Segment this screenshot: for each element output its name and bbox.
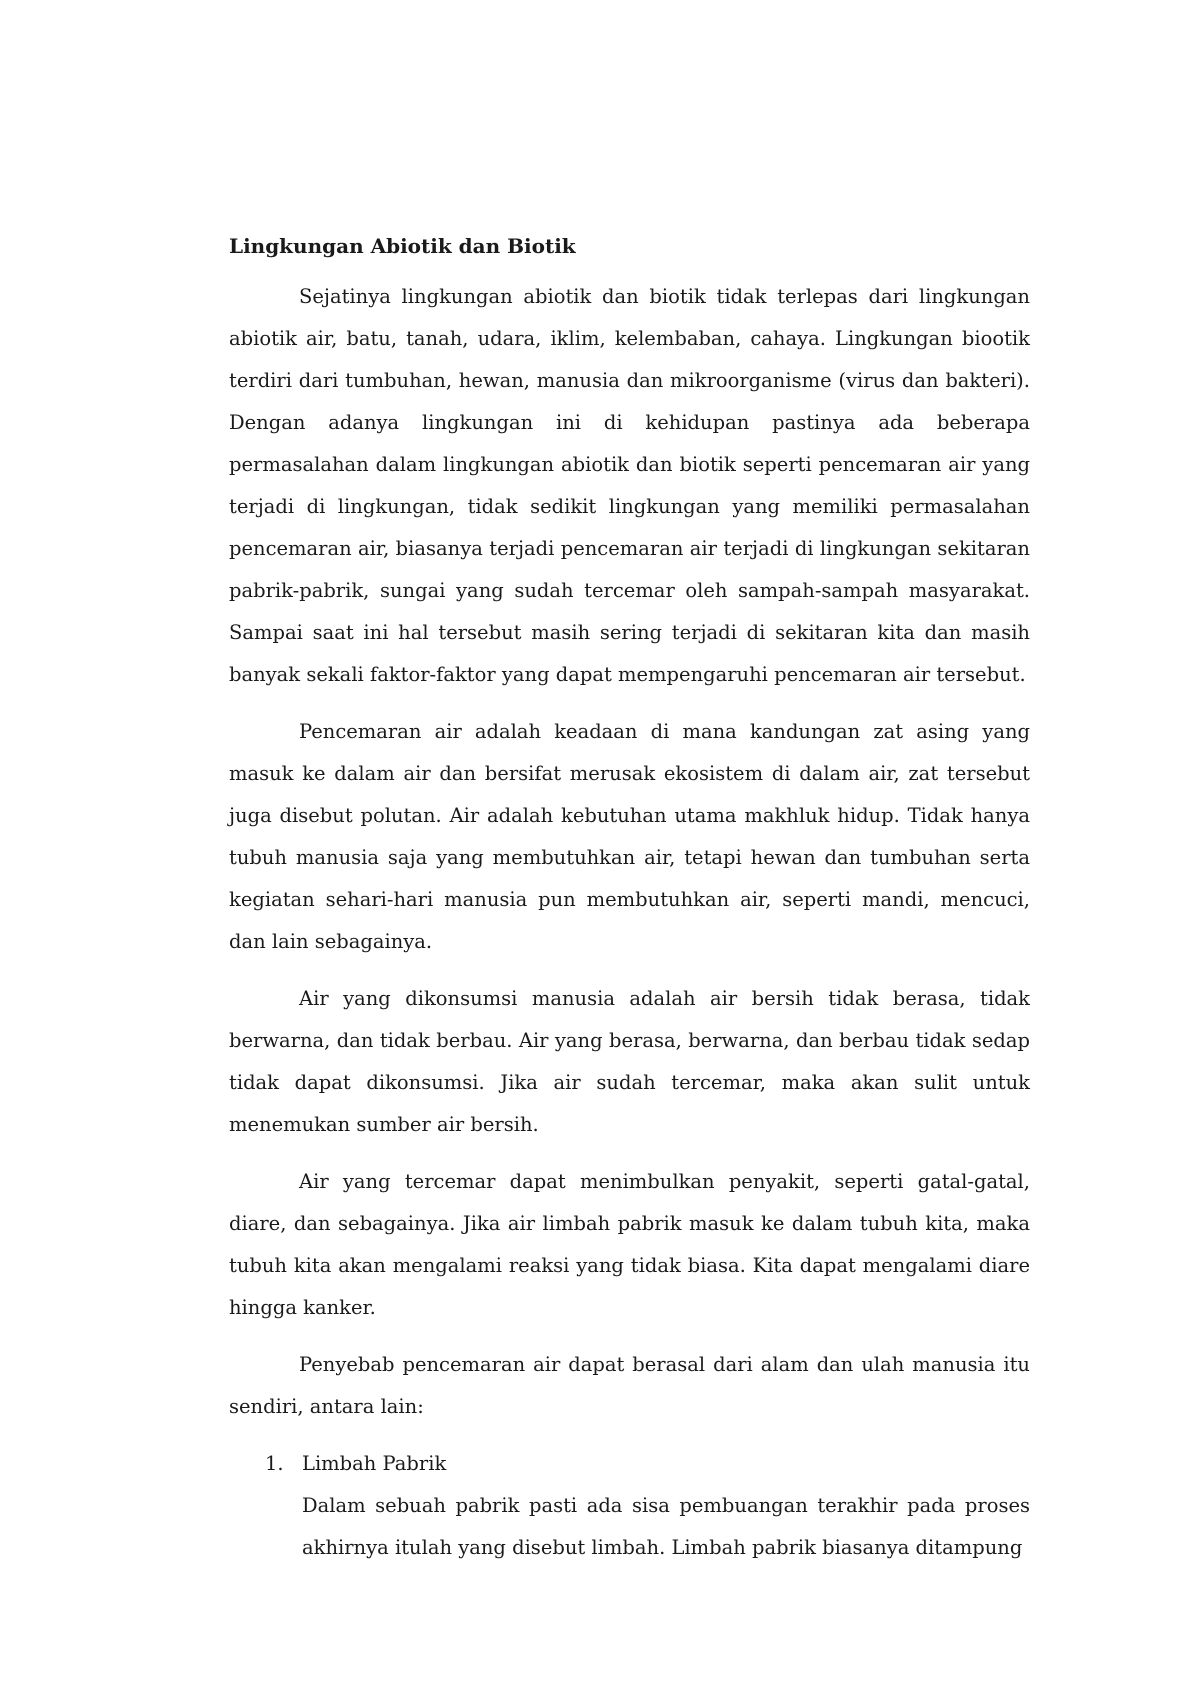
list-item-heading: Limbah Pabrik (302, 1452, 447, 1475)
paragraph-4: Air yang tercemar dapat menimbulkan penyakit, seperti gatal-gatal, diare, dan sebagainya. Jika air limbah pabrik masuk ke dalam tubuh kita, maka tubuh kita akan mengalami reaksi yang tidak biasa. Kita dapat mengalami diare hingga kanker. (229, 1170, 1030, 1319)
numbered-list (229, 1443, 1030, 1569)
list-item (229, 1443, 1030, 1569)
list-item-body: Dalam sebuah pabrik pasti ada sisa pembuangan terakhir pada proses akhirnya itulah yang disebut limbah. Limbah pabrik biasanya ditampung (302, 1494, 1030, 1559)
paragraph-5: Penyebab pencemaran air dapat berasal dari alam dan ulah manusia itu sendiri, antara lain: (229, 1353, 1030, 1418)
document-content (229, 226, 1030, 1569)
document-title: Lingkungan Abiotik dan Biotik (229, 234, 576, 258)
paragraph-3: Air yang dikonsumsi manusia adalah air bersih tidak berasa, tidak berwarna, dan tidak berbau. Air yang berasa, berwarna, dan berbau tidak sedap tidak dapat dikonsumsi. Jika air sudah tercemar, maka akan sulit untuk menemukan sumber air bersih. (229, 987, 1030, 1136)
paragraph-2: Pencemaran air adalah keadaan di mana kandungan zat asing yang masuk ke dalam air dan bersifat merusak ekosistem di dalam air, zat tersebut juga disebut polutan. Air adalah kebutuhan utama makhluk hidup. Tidak hanya tubuh manusia saja yang membutuhkan air, tetapi hewan dan tumbuhan serta kegiatan sehari-hari manusia pun membutuhkan air, seperti mandi, mencuci, dan lain sebagainya. (229, 720, 1030, 953)
list-item-number: 1. (265, 1452, 284, 1475)
paragraph-1: Sejatinya lingkungan abiotik dan biotik tidak terlepas dari lingkungan abiotik air, batu, tanah, udara, iklim, kelembaban, cahaya. Lingkungan biootik terdiri dari tumbuhan, hewan, manusia dan mikroorganisme (virus dan bakteri). Dengan adanya lingkungan ini di kehidupan pastinya ada beberapa permasalahan dalam lingkungan abiotik dan biotik seperti pencemaran air yang terjadi di lingkungan, tidak sedikit lingkungan yang memiliki permasalahan pencemaran air, biasanya terjadi pencemaran air terjadi di lingkungan sekitaran pabrik-pabrik, sungai yang sudah tercemar oleh sampah-sampah masyarakat. Sampai saat ini hal tersebut masih sering terjadi di sekitaran kita dan masih banyak sekali faktor-faktor yang dapat mempengaruhi pencemaran air tersebut. (229, 285, 1030, 686)
